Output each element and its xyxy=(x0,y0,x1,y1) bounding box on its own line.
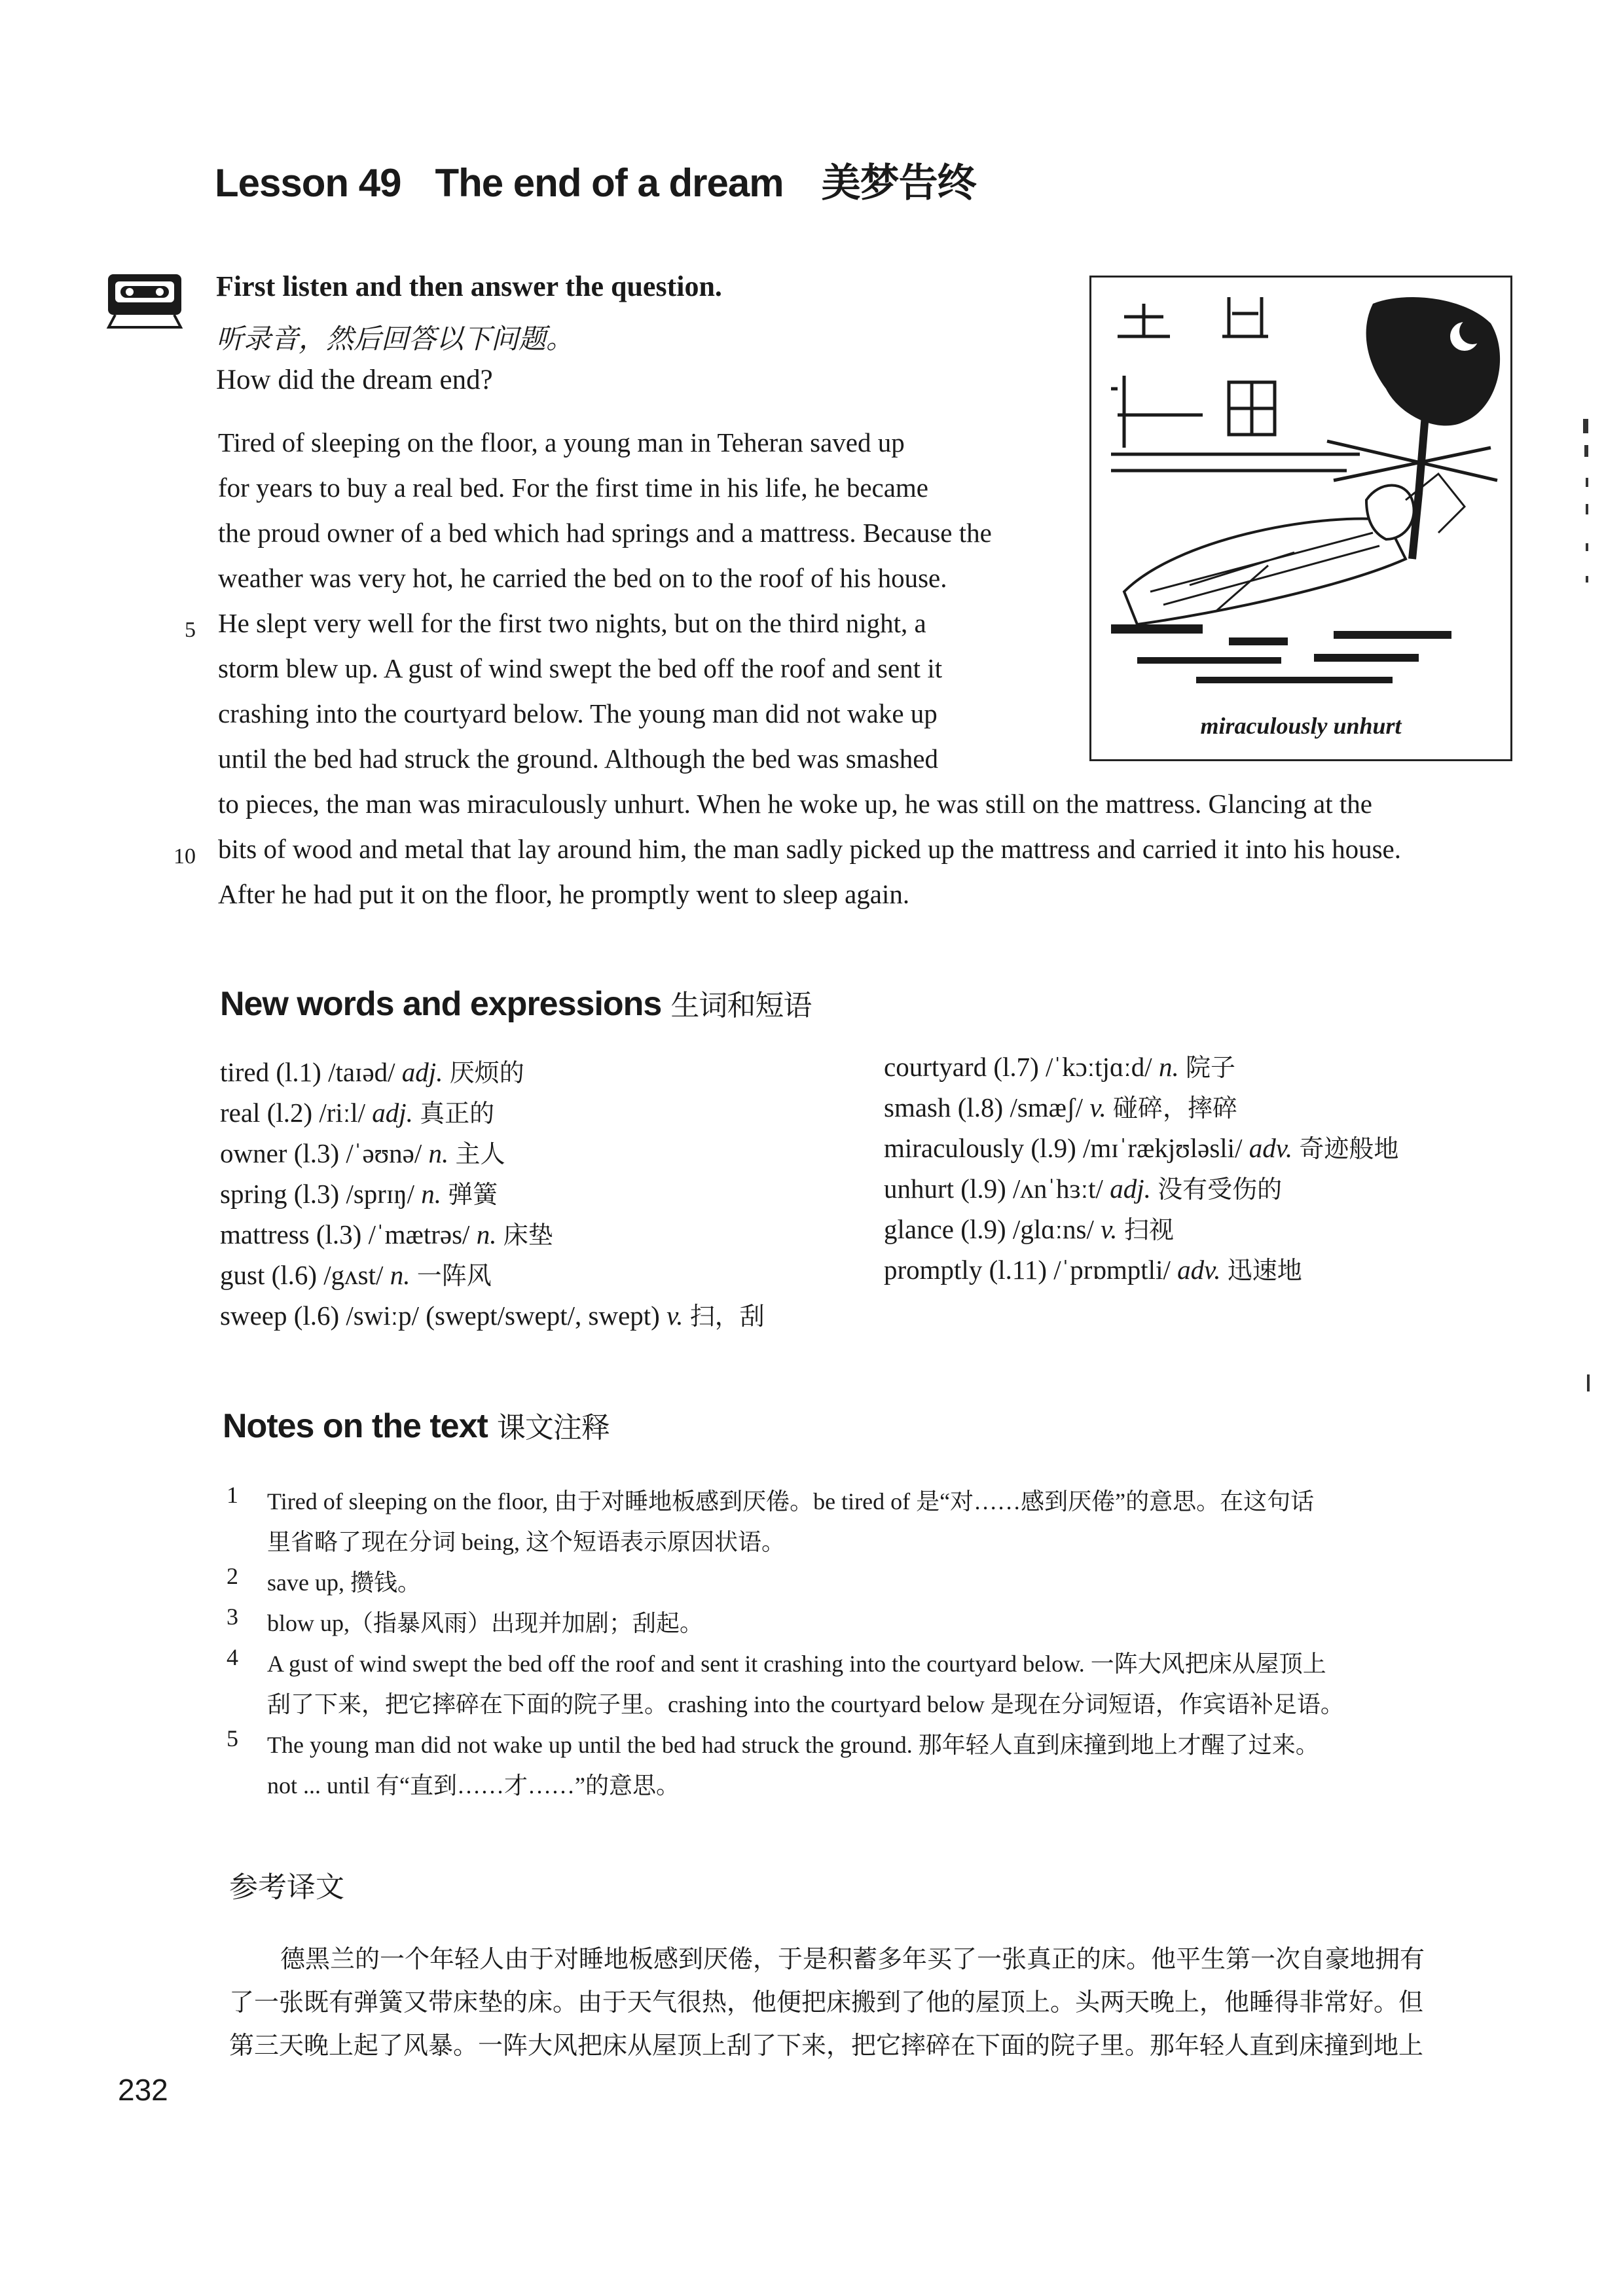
notes-heading xyxy=(223,1404,610,1446)
illustration-drawing xyxy=(1098,284,1504,703)
vocab-item: sweep (l.6) /swiːp/ (swept/swept/, swept) v. 扫，刮 xyxy=(220,1300,765,1331)
vocab-heading-chinese: 生词和短语 xyxy=(670,989,812,1022)
lesson-english-title: The end of a dream xyxy=(435,161,784,205)
instruction-chinese: 听录音，然后回答以下问题。 xyxy=(216,323,574,355)
note-item: save up, 攒钱。 xyxy=(267,1570,421,1596)
note-number: 1 xyxy=(227,1482,238,1508)
notes-heading-chinese: 课文注释 xyxy=(496,1411,610,1444)
vocab-heading xyxy=(220,982,811,1024)
vocab-heading-english: New words and expressions xyxy=(220,985,662,1023)
page-number: 232 xyxy=(118,2073,168,2107)
translation-paragraph xyxy=(229,1937,1525,2067)
passage-line: bits of wood and metal that lay around him, the man sadly picked up the mattress and carried it into his house. xyxy=(218,834,1402,864)
vocab-item: real (l.2) /riːl/ adj. 真正的 xyxy=(220,1098,495,1128)
vocab-item: tired (l.1) /taɪəd/ adj. 厌烦的 xyxy=(220,1057,524,1087)
cassette-tape-icon xyxy=(106,272,183,329)
vocab-item: spring (l.3) /sprɪŋ/ n. 弹簧 xyxy=(220,1179,498,1209)
passage-line: After he had put it on the floor, he promptly went to sleep again. xyxy=(218,879,910,909)
notes-heading-english: Notes on the text xyxy=(223,1407,488,1445)
line-number: 5 xyxy=(185,618,196,642)
note-item: blow up,（指暴风雨）出现并加剧；刮起。 xyxy=(267,1610,704,1636)
note-number: 3 xyxy=(227,1604,238,1630)
passage-line: for years to buy a real bed. For the first time in his life, he became xyxy=(218,473,928,503)
vocab-item: gust (l.6) /gʌst/ n. 一阵风 xyxy=(220,1260,492,1290)
passage-line: storm blew up. A gust of wind swept the bed off the roof and sent it xyxy=(218,653,943,683)
lesson-chinese-title: 美梦告终 xyxy=(821,160,976,206)
translation-heading: 参考译文 xyxy=(229,1871,344,1904)
passage-line: Tired of sleeping on the floor, a young man in Teheran saved up xyxy=(218,427,905,457)
vocab-item: courtyard (l.7) /ˈkɔːtjɑːd/ n. 院子 xyxy=(884,1052,1235,1082)
passage-line: the proud owner of a bed which had springs and a mattress. Because the xyxy=(218,518,992,548)
note-number: 4 xyxy=(227,1644,238,1670)
note-item: Tired of sleeping on the floor, 由于对睡地板感到厌倦。be tired of 是“对……感到厌倦”的意思。在这句话 里省略了现在分词 being, 这个短语表示原因状语。 xyxy=(267,1488,1315,1555)
vocab-item: glance (l.9) /glɑːns/ v. 扫视 xyxy=(884,1214,1174,1244)
note-number: 2 xyxy=(227,1563,238,1589)
vocab-item: mattress (l.3) /ˈmætrəs/ n. 床垫 xyxy=(220,1219,553,1249)
line-number: 10 xyxy=(173,844,196,869)
instruction-english: First listen and then answer the question. xyxy=(216,270,722,302)
translation-line: 了一张既有弹簧又带床垫的床。由于天气很热，他便把床搬到了他的屋顶上。头两天晚上，他睡得非常好。但 xyxy=(229,1988,1424,2017)
passage-line: to pieces, the man was miraculously unhurt. When he woke up, he was still on the mattress. Glancing at the xyxy=(218,789,1372,819)
translation-line: 德黑兰的一个年轻人由于对睡地板感到厌倦，于是积蓄多年买了一张真正的床。他平生第一次自豪地拥有 xyxy=(280,1945,1425,1973)
note-item: A gust of wind swept the bed off the roof and sent it crashing into the courtyard below. 一阵大风把床从屋顶上 刮了下来，把它摔碎在下面的院子里。crashing into the courtyard below 是现在分词短语，作宾语补足语。 xyxy=(267,1651,1344,1717)
passage-line: crashing into the courtyard below. The young man did not wake up xyxy=(218,698,938,728)
illustration-caption: miraculously unhurt xyxy=(1200,713,1402,739)
passage-line: weather was very hot, he carried the bed on to the roof of his house. xyxy=(218,563,947,593)
vocab-item: unhurt (l.9) /ʌnˈhɜːt/ adj. 没有受伤的 xyxy=(884,1174,1283,1204)
passage-line: until the bed had struck the ground. Although the bed was smashed xyxy=(218,744,938,774)
illustration xyxy=(1089,276,1512,761)
translation-line: 第三天晚上起了风暴。一阵大风把床从屋顶上刮了下来，把它摔碎在下面的院子里。那年轻人直到床撞到地上 xyxy=(229,2031,1424,2060)
passage-line: He slept very well for the first two nights, but on the third night, a xyxy=(218,608,926,638)
lesson-number: Lesson 49 xyxy=(215,161,401,205)
lesson-title xyxy=(215,152,976,208)
scan-margin-marks xyxy=(1578,406,1597,1453)
note-item: The young man did not wake up until the bed had struck the ground. 那年轻人直到床撞到地上才醒了过来。 not ... until 有“直到……才……”的意思。 xyxy=(267,1732,1319,1799)
vocab-item: promptly (l.11) /ˈprɒmptli/ adv. 迅速地 xyxy=(884,1255,1302,1285)
vocab-item: owner (l.3) /ˈəʊnə/ n. 主人 xyxy=(220,1138,505,1168)
vocab-item: smash (l.8) /smæʃ/ v. 碰碎，摔碎 xyxy=(884,1092,1237,1122)
comprehension-question: How did the dream end? xyxy=(216,365,493,395)
note-number: 5 xyxy=(227,1725,238,1751)
vocab-item: miraculously (l.9) /mɪˈrækjʊləsli/ adv. 奇迹般地 xyxy=(884,1133,1399,1163)
